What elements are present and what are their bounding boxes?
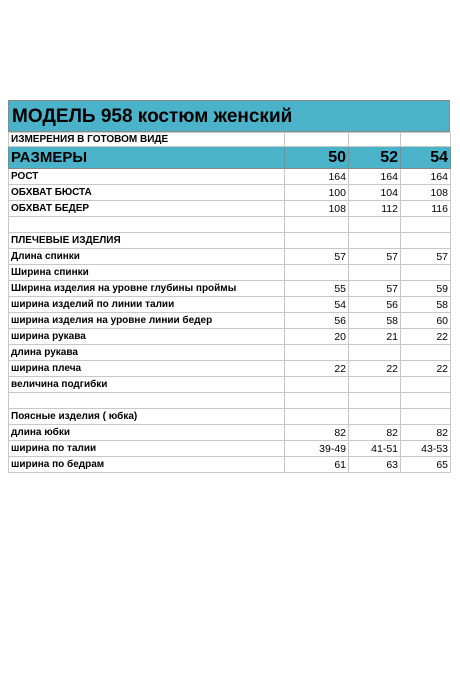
size-header: 54 bbox=[401, 147, 451, 169]
value-cell: 57 bbox=[349, 281, 401, 297]
row-label: ширина рукава bbox=[9, 329, 285, 345]
table-row bbox=[9, 281, 451, 297]
value-cell: 54 bbox=[285, 297, 349, 313]
table-row bbox=[9, 377, 451, 393]
subtitle-row bbox=[9, 133, 451, 147]
table-row bbox=[9, 185, 451, 201]
size-header: 52 bbox=[349, 147, 401, 169]
row-label bbox=[9, 217, 285, 233]
sizes-header-row bbox=[9, 147, 451, 169]
row-label: РОСТ bbox=[9, 169, 285, 185]
row-label: длина рукава bbox=[9, 345, 285, 361]
value-cell: 164 bbox=[401, 169, 451, 185]
value-cell: 22 bbox=[349, 361, 401, 377]
value-cell: 41-51 bbox=[349, 441, 401, 457]
row-label: ширина изделий по линии талии bbox=[9, 297, 285, 313]
table-row bbox=[9, 393, 451, 409]
table-row bbox=[9, 425, 451, 441]
value-cell bbox=[349, 217, 401, 233]
value-cell: 116 bbox=[401, 201, 451, 217]
value-cell: 56 bbox=[349, 297, 401, 313]
table-row bbox=[9, 441, 451, 457]
row-label: Длина спинки bbox=[9, 249, 285, 265]
value-cell bbox=[285, 409, 349, 425]
table-row bbox=[9, 409, 451, 425]
value-cell: 39-49 bbox=[285, 441, 349, 457]
value-cell: 82 bbox=[349, 425, 401, 441]
value-cell: 100 bbox=[285, 185, 349, 201]
value-cell: 22 bbox=[285, 361, 349, 377]
value-cell bbox=[401, 265, 451, 281]
size-header: 50 bbox=[285, 147, 349, 169]
value-cell: 108 bbox=[285, 201, 349, 217]
value-cell bbox=[349, 265, 401, 281]
value-cell: 104 bbox=[349, 185, 401, 201]
value-cell bbox=[285, 393, 349, 409]
value-cell bbox=[401, 217, 451, 233]
table-row bbox=[9, 313, 451, 329]
value-cell: 55 bbox=[285, 281, 349, 297]
measurement-table bbox=[8, 132, 451, 473]
value-cell: 82 bbox=[285, 425, 349, 441]
row-label: ширина по талии bbox=[9, 441, 285, 457]
value-cell bbox=[401, 409, 451, 425]
value-cell: 57 bbox=[285, 249, 349, 265]
value-cell: 21 bbox=[349, 329, 401, 345]
sizes-label: РАЗМЕРЫ bbox=[9, 147, 285, 169]
value-cell: 82 bbox=[401, 425, 451, 441]
value-cell bbox=[285, 345, 349, 361]
table-row bbox=[9, 169, 451, 185]
value-cell bbox=[285, 217, 349, 233]
value-cell: 57 bbox=[401, 249, 451, 265]
value-cell: 56 bbox=[285, 313, 349, 329]
value-cell: 60 bbox=[401, 313, 451, 329]
row-label: Ширина спинки bbox=[9, 265, 285, 281]
value-cell: 164 bbox=[285, 169, 349, 185]
value-cell bbox=[349, 233, 401, 249]
row-label: ОБХВАТ БЮСТА bbox=[9, 185, 285, 201]
value-cell: 58 bbox=[401, 297, 451, 313]
value-cell: 20 bbox=[285, 329, 349, 345]
table-row bbox=[9, 233, 451, 249]
subtitle-cell: ИЗМЕРЕНИЯ В ГОТОВОМ ВИДЕ bbox=[9, 133, 285, 147]
value-cell bbox=[349, 409, 401, 425]
row-label: ПЛЕЧЕВЫЕ ИЗДЕЛИЯ bbox=[9, 233, 285, 249]
row-label: Ширина изделия на уровне глубины проймы bbox=[9, 281, 285, 297]
value-cell bbox=[285, 233, 349, 249]
value-cell: 58 bbox=[349, 313, 401, 329]
table-row bbox=[9, 297, 451, 313]
row-label bbox=[9, 393, 285, 409]
value-cell: 61 bbox=[285, 457, 349, 473]
value-cell: 43-53 bbox=[401, 441, 451, 457]
value-cell: 63 bbox=[349, 457, 401, 473]
value-cell bbox=[349, 393, 401, 409]
row-label: Поясные изделия ( юбка) bbox=[9, 409, 285, 425]
table-row bbox=[9, 329, 451, 345]
value-cell bbox=[401, 233, 451, 249]
value-cell: 65 bbox=[401, 457, 451, 473]
row-label: ширина изделия на уровне линии бедер bbox=[9, 313, 285, 329]
value-cell: 112 bbox=[349, 201, 401, 217]
value-cell: 57 bbox=[349, 249, 401, 265]
table-row bbox=[9, 457, 451, 473]
value-cell bbox=[401, 377, 451, 393]
value-cell bbox=[349, 345, 401, 361]
table-row bbox=[9, 361, 451, 377]
value-cell: 22 bbox=[401, 329, 451, 345]
table-row bbox=[9, 201, 451, 217]
value-cell: 108 bbox=[401, 185, 451, 201]
table-row bbox=[9, 345, 451, 361]
value-cell bbox=[401, 345, 451, 361]
row-label: ширина по бедрам bbox=[9, 457, 285, 473]
table-row bbox=[9, 249, 451, 265]
row-label: ОБХВАТ БЕДЕР bbox=[9, 201, 285, 217]
value-cell: 22 bbox=[401, 361, 451, 377]
value-cell: 164 bbox=[349, 169, 401, 185]
value-cell bbox=[401, 393, 451, 409]
row-label: ширина плеча bbox=[9, 361, 285, 377]
value-cell bbox=[285, 265, 349, 281]
value-cell bbox=[285, 377, 349, 393]
row-label: длина юбки bbox=[9, 425, 285, 441]
value-cell: 59 bbox=[401, 281, 451, 297]
value-cell bbox=[349, 377, 401, 393]
table-row bbox=[9, 265, 451, 281]
sheet-title: МОДЕЛЬ 958 костюм женский bbox=[8, 100, 450, 132]
table-row bbox=[9, 217, 451, 233]
measurement-sheet bbox=[8, 100, 450, 473]
row-label: величина подгибки bbox=[9, 377, 285, 393]
